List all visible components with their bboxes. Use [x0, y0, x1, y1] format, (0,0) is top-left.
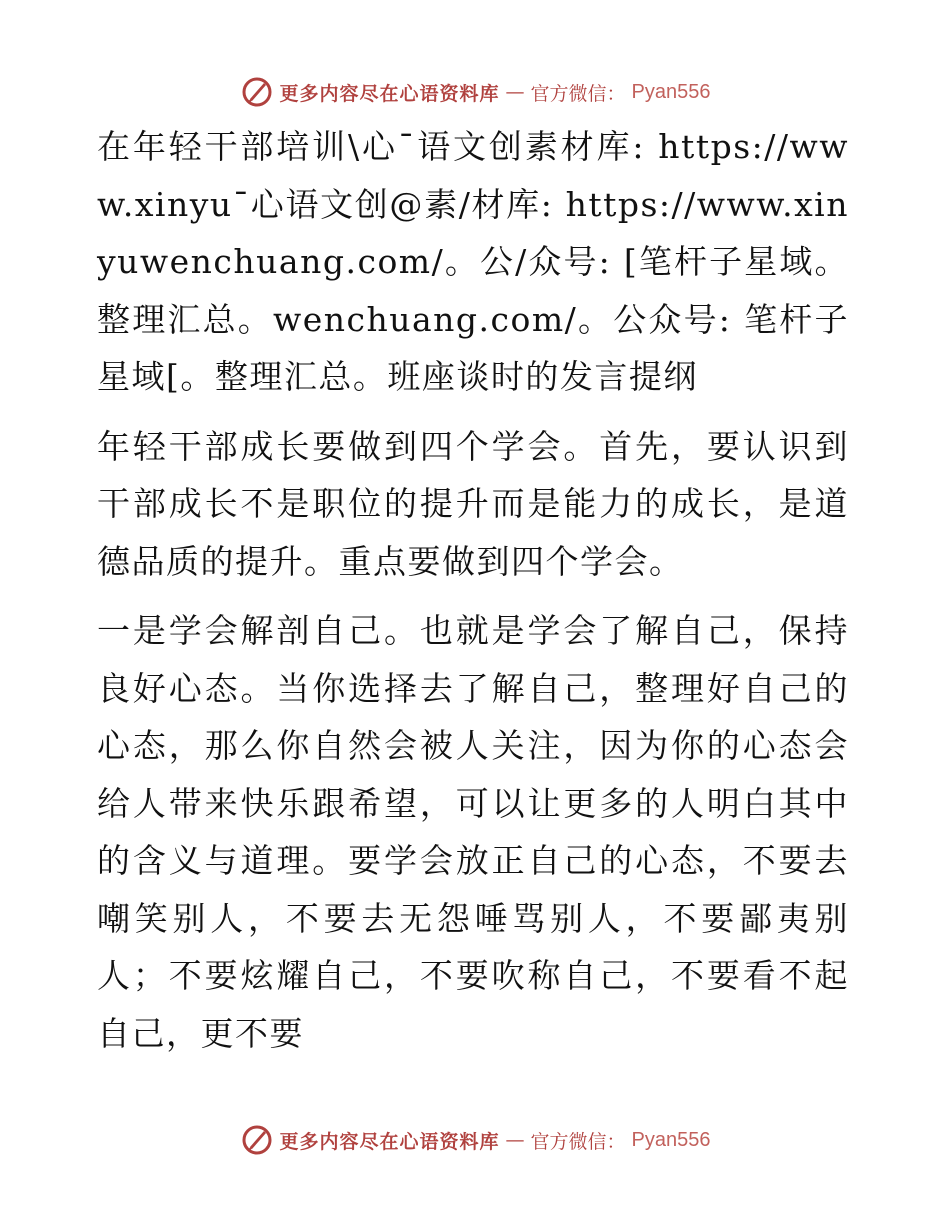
document-body	[97, 118, 849, 1074]
header-wechat-id: Pyan556	[631, 80, 711, 103]
footer-wechat-label: 官方微信：	[530, 1130, 626, 1153]
paragraph-self-analysis: 一是学会解剖自己。也就是学会了解自己，保持良好心态。当你选择去了解自己，整理好自己的心态，那么你自然会被人关注，因为你的心态会给人带来快乐跟希望，可以让更多的人明白其中的含义与道理。要学会放正自己的心态，不要去嘲笑别人，不要去无怨唾骂别人，不要鄙夷别人；不要炫耀自己，不要吹称自己，不要看不起自己，更不要	[97, 611, 849, 1053]
footer-banner	[0, 1120, 950, 1160]
header-banner	[0, 72, 950, 112]
paragraph-four-skills: 年轻干部成长要做到四个学会。首先，要认识到干部成长不是职位的提升而是能力的成长，是道德品质的提升。重点要做到四个学会。	[97, 426, 849, 581]
header-banner-separator: —	[505, 81, 525, 103]
footer-banner-separator: —	[505, 1129, 525, 1151]
header-wechat-label: 官方微信：	[530, 82, 626, 105]
footer-banner-text: 更多内容尽在心语资料库	[279, 1130, 500, 1153]
footer-wechat-id: Pyan556	[631, 1128, 711, 1151]
paragraph-intro: 在年轻干部培训\心¯语文创素材库: https://www.xinyu¯心语文创@素/材库: https://www.xinyuwenchuang.com/。公/众号: [笔杆子星域。整理汇总。wenchuang.com/。公众号: 笔杆子星域[。整理汇总。班座谈时的发言提纲	[97, 127, 849, 396]
quill-logo-icon	[240, 1123, 274, 1157]
header-banner-text: 更多内容尽在心语资料库	[279, 82, 500, 105]
quill-logo-icon	[240, 75, 274, 109]
